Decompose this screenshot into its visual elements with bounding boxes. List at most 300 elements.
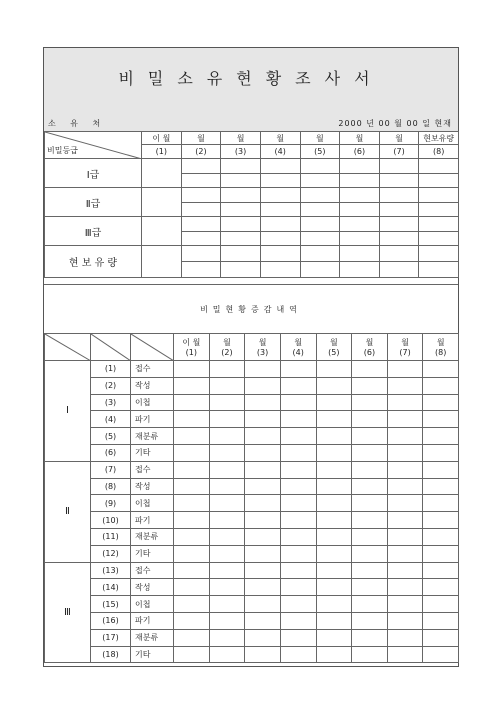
table-cell [280, 495, 316, 512]
table-cell [387, 495, 423, 512]
grade-label: Ⅲ [45, 562, 91, 663]
table-cell [245, 361, 281, 378]
month-header [280, 334, 316, 361]
table-cell [340, 217, 380, 232]
corner-cell [45, 132, 142, 159]
table-cell [174, 612, 210, 629]
table-cell [245, 646, 281, 663]
item-number: (3) [91, 394, 131, 411]
table-cell [181, 262, 221, 278]
item-name: 이첩 [131, 495, 174, 512]
month-header-bottom: (4) [260, 145, 300, 159]
item-number: (10) [91, 512, 131, 529]
month-header-top: 이 월 [182, 338, 201, 347]
carryover-cell [142, 188, 182, 217]
table-cell [245, 512, 281, 529]
table-cell [379, 202, 419, 217]
month-header-top: 월 [223, 338, 231, 347]
holdings-table [44, 131, 459, 278]
table-cell [260, 231, 300, 246]
corner-cell [131, 334, 174, 361]
table-cell [300, 173, 340, 188]
table-cell [316, 545, 352, 562]
item-number: (8) [91, 478, 131, 495]
month-header-top: 월 [379, 132, 419, 145]
table-cell [423, 411, 459, 428]
item-name: 파기 [131, 512, 174, 529]
month-header-bottom: (2) [181, 145, 221, 159]
table-cell [423, 394, 459, 411]
table-cell [174, 495, 210, 512]
table-cell [316, 596, 352, 613]
month-header-bottom: (5) [300, 145, 340, 159]
table-cell [387, 528, 423, 545]
table-cell [245, 495, 281, 512]
table-cell [419, 231, 459, 246]
table-cell [221, 188, 261, 203]
month-header-bottom: (1) [185, 348, 197, 357]
table-cell [300, 231, 340, 246]
month-header-top: 월 [401, 338, 409, 347]
table-cell [387, 512, 423, 529]
table-cell [316, 377, 352, 394]
month-header-top: 월 [329, 338, 338, 347]
month-header-top: 월 [181, 132, 221, 145]
table-cell [316, 562, 352, 579]
table-cell [387, 478, 423, 495]
table-cell [174, 394, 210, 411]
table-cell [280, 461, 316, 478]
header-info-row [44, 118, 458, 130]
table-cell [245, 528, 281, 545]
table-cell [423, 579, 459, 596]
table-cell [209, 646, 245, 663]
table-cell [419, 202, 459, 217]
carryover-cell [142, 246, 182, 278]
table-cell [245, 377, 281, 394]
item-number: (4) [91, 411, 131, 428]
table-cell [387, 646, 423, 663]
table-cell [316, 394, 352, 411]
table-cell [300, 188, 340, 203]
table-cell [340, 231, 380, 246]
document-title: 비밀소유현황조사서 [118, 69, 384, 88]
table-cell [280, 545, 316, 562]
item-name: 기타 [131, 545, 174, 562]
month-header-top: 월 [258, 338, 267, 347]
table-cell [423, 377, 459, 394]
month-header-bottom: (5) [328, 348, 340, 357]
table-cell [209, 377, 245, 394]
month-header-bottom: (7) [399, 348, 411, 357]
table-cell [352, 579, 388, 596]
month-header [209, 334, 245, 361]
table-cell [174, 411, 210, 428]
table-cell [280, 629, 316, 646]
table-cell [221, 173, 261, 188]
grade-label: Ⅱ [45, 461, 91, 562]
table-cell [174, 461, 210, 478]
table-cell [352, 596, 388, 613]
owner-label: 소 유 처 [48, 119, 107, 128]
table-cell [387, 444, 423, 461]
table-cell [260, 202, 300, 217]
table-cell [340, 202, 380, 217]
table-cell [221, 202, 261, 217]
item-number: (7) [91, 461, 131, 478]
table-cell [316, 461, 352, 478]
table-cell [423, 478, 459, 495]
table-cell [300, 246, 340, 262]
item-name: 이첩 [131, 596, 174, 613]
table-cell [379, 217, 419, 232]
month-header-top: 현보유량 [419, 132, 459, 145]
table-cell [245, 428, 281, 445]
table-cell [340, 262, 380, 278]
item-name: 작성 [131, 377, 174, 394]
table-cell [209, 528, 245, 545]
table-cell [245, 444, 281, 461]
table-cell [260, 188, 300, 203]
table-cell [387, 545, 423, 562]
table-cell [340, 159, 380, 174]
item-number: (14) [91, 579, 131, 596]
grade-label: 현 보 유 량 [45, 246, 142, 278]
item-number: (15) [91, 596, 131, 613]
item-number: (12) [91, 545, 131, 562]
table-cell [209, 596, 245, 613]
month-header-top: 월 [340, 132, 380, 145]
month-header-bottom: (3) [221, 145, 261, 159]
table-cell [174, 377, 210, 394]
item-name: 기타 [131, 444, 174, 461]
table-cell [174, 528, 210, 545]
table-cell [280, 394, 316, 411]
table-cell [174, 428, 210, 445]
month-header-bottom: (4) [292, 348, 304, 357]
table-cell [423, 528, 459, 545]
table-cell [280, 579, 316, 596]
carryover-cell [142, 159, 182, 188]
table-cell [316, 629, 352, 646]
table-cell [174, 444, 210, 461]
table-cell [316, 495, 352, 512]
table-cell [419, 217, 459, 232]
item-name: 파기 [131, 411, 174, 428]
table-cell [419, 173, 459, 188]
item-number: (9) [91, 495, 131, 512]
item-number: (2) [91, 377, 131, 394]
table-cell [352, 461, 388, 478]
table-cell [174, 646, 210, 663]
month-header-bottom: (8) [419, 145, 459, 159]
month-header-bottom: (1) [142, 145, 182, 159]
table-cell [379, 159, 419, 174]
table-cell [181, 217, 221, 232]
table-cell [316, 612, 352, 629]
item-name: 재분류 [131, 629, 174, 646]
grade-label: Ⅱ급 [45, 188, 142, 217]
table-cell [280, 596, 316, 613]
item-name: 재분류 [131, 428, 174, 445]
corner-diagonal [91, 334, 131, 361]
item-number: (11) [91, 528, 131, 545]
table-cell [387, 629, 423, 646]
table-cell [260, 246, 300, 262]
table-cell [209, 361, 245, 378]
table-cell [280, 478, 316, 495]
table-cell [174, 478, 210, 495]
document-sheet [43, 47, 459, 667]
table-cell [174, 545, 210, 562]
month-header [423, 334, 459, 361]
table-cell [245, 411, 281, 428]
table-cell [174, 629, 210, 646]
table-cell [300, 159, 340, 174]
table-cell [352, 562, 388, 579]
table-cell [352, 394, 388, 411]
table-cell [174, 579, 210, 596]
table-cell [280, 428, 316, 445]
table-cell [423, 629, 459, 646]
table-cell [352, 646, 388, 663]
table-cell [316, 646, 352, 663]
table-cell [260, 262, 300, 278]
table-cell [387, 377, 423, 394]
table-cell [419, 159, 459, 174]
table-cell [181, 188, 221, 203]
item-name: 작성 [131, 478, 174, 495]
table-cell [379, 188, 419, 203]
table-cell [352, 428, 388, 445]
table-cell [316, 579, 352, 596]
corner-diagonal [45, 334, 91, 361]
table-cell [221, 217, 261, 232]
table-cell [181, 231, 221, 246]
table-cell [174, 512, 210, 529]
table-cell [387, 428, 423, 445]
table-cell [181, 246, 221, 262]
table-cell [352, 444, 388, 461]
table-cell [419, 188, 459, 203]
table-cell [387, 361, 423, 378]
changes-table [44, 333, 459, 663]
item-name: 재분류 [131, 528, 174, 545]
table-cell [245, 612, 281, 629]
table-cell [245, 461, 281, 478]
document-header [44, 48, 458, 132]
month-header-top: 월 [294, 338, 303, 347]
month-header-bottom: (7) [379, 145, 419, 159]
table-cell [423, 461, 459, 478]
table-cell [423, 596, 459, 613]
table-cell [387, 411, 423, 428]
table-cell [423, 428, 459, 445]
table-cell [423, 646, 459, 663]
table-cell [419, 246, 459, 262]
month-header-bottom: (6) [363, 348, 376, 357]
table-cell [209, 612, 245, 629]
table-cell [316, 428, 352, 445]
table-cell [209, 394, 245, 411]
table-cell [280, 528, 316, 545]
table-cell [387, 394, 423, 411]
month-header-top: 월 [300, 132, 340, 145]
corner-cell [45, 334, 91, 361]
table-cell [245, 478, 281, 495]
month-header [316, 334, 352, 361]
table-cell [379, 246, 419, 262]
corner-label: 비밀등급 [47, 146, 78, 155]
table-cell [221, 231, 261, 246]
table-cell [209, 444, 245, 461]
table-cell [209, 579, 245, 596]
table-cell [387, 596, 423, 613]
table-cell [316, 444, 352, 461]
item-number: (16) [91, 612, 131, 629]
table-cell [379, 231, 419, 246]
table-cell [316, 361, 352, 378]
month-header [174, 334, 210, 361]
item-name: 접수 [131, 562, 174, 579]
table-cell [352, 545, 388, 562]
table-cell [209, 478, 245, 495]
table-cell [209, 512, 245, 529]
table-cell [423, 562, 459, 579]
table-cell [221, 262, 261, 278]
table-cell [209, 495, 245, 512]
table-cell [316, 411, 352, 428]
table-cell [221, 246, 261, 262]
month-header [352, 334, 388, 361]
table-cell [419, 262, 459, 278]
table-cell [174, 562, 210, 579]
table-cell [181, 173, 221, 188]
table-cell [174, 596, 210, 613]
table-cell [280, 444, 316, 461]
table-cell [316, 478, 352, 495]
table-cell [340, 246, 380, 262]
table-cell [300, 217, 340, 232]
table-cell [423, 361, 459, 378]
table-cell [209, 562, 245, 579]
table-cell [300, 202, 340, 217]
table-cell [260, 159, 300, 174]
section-header [44, 284, 458, 334]
table-cell [181, 202, 221, 217]
item-name: 이첩 [131, 394, 174, 411]
table-cell [181, 159, 221, 174]
month-header-bottom: (6) [340, 145, 380, 159]
table-cell [352, 377, 388, 394]
table-cell [352, 361, 388, 378]
corner-diagonal [131, 334, 174, 361]
table-cell [260, 217, 300, 232]
corner-cell [91, 334, 131, 361]
table-cell [245, 394, 281, 411]
item-name: 파기 [131, 612, 174, 629]
item-number: (17) [91, 629, 131, 646]
table-cell [352, 612, 388, 629]
table-cell [174, 361, 210, 378]
month-header-bottom: (2) [221, 348, 233, 357]
section-title: 비밀현황증감내역 [200, 305, 302, 314]
table-cell [340, 188, 380, 203]
table-cell [352, 411, 388, 428]
table-cell [280, 377, 316, 394]
item-number: (6) [91, 444, 131, 461]
table-cell [423, 545, 459, 562]
month-header [245, 334, 281, 361]
month-header-top: 이 월 [142, 132, 182, 145]
table-cell [316, 528, 352, 545]
table-cell [245, 579, 281, 596]
month-header-bottom: (8) [435, 348, 447, 357]
table-cell [280, 411, 316, 428]
item-number: (5) [91, 428, 131, 445]
grade-label: Ⅰ급 [45, 159, 142, 188]
month-header-top: 월 [365, 338, 374, 347]
table-cell [316, 512, 352, 529]
table-cell [209, 411, 245, 428]
table-cell [423, 512, 459, 529]
table-cell [280, 612, 316, 629]
carryover-cell [142, 217, 182, 246]
item-name: 작성 [131, 579, 174, 596]
table-cell [352, 495, 388, 512]
month-header-top: 월 [436, 338, 445, 347]
table-cell [245, 562, 281, 579]
grade-label: Ⅲ급 [45, 217, 142, 246]
item-name: 접수 [131, 461, 174, 478]
table-cell [379, 173, 419, 188]
table-cell [221, 159, 261, 174]
month-header-bottom: (3) [256, 348, 269, 357]
table-cell [352, 629, 388, 646]
date-label: 2000 년 00 월 00 일 현재 [338, 119, 452, 128]
table-cell [352, 528, 388, 545]
table-cell [387, 579, 423, 596]
month-header-top: 월 [221, 132, 261, 145]
item-number: (13) [91, 562, 131, 579]
month-header-top: 월 [260, 132, 300, 145]
table-cell [280, 361, 316, 378]
table-cell [352, 478, 388, 495]
table-cell [387, 612, 423, 629]
item-name: 접수 [131, 361, 174, 378]
table-cell [387, 461, 423, 478]
table-cell [379, 262, 419, 278]
table-cell [280, 646, 316, 663]
table-cell [280, 562, 316, 579]
table-cell [209, 461, 245, 478]
table-cell [352, 512, 388, 529]
table-cell [387, 562, 423, 579]
table-cell [245, 545, 281, 562]
item-number: (1) [91, 361, 131, 378]
table-cell [209, 545, 245, 562]
table-cell [209, 629, 245, 646]
table-cell [423, 444, 459, 461]
table-cell [340, 173, 380, 188]
table-cell [423, 612, 459, 629]
item-name: 기타 [131, 646, 174, 663]
table-cell [245, 629, 281, 646]
table-cell [300, 262, 340, 278]
table-cell [245, 596, 281, 613]
table-cell [260, 173, 300, 188]
month-header [387, 334, 423, 361]
